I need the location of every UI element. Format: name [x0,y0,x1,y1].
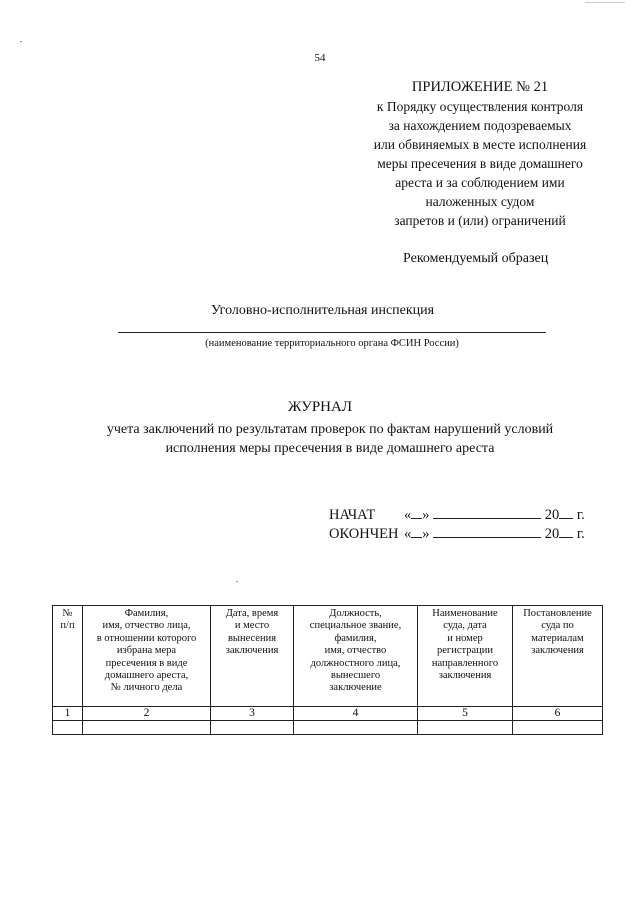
journal-subtitle-line: учета заключений по результатам проверок по фактам нарушений условий [106,422,554,437]
inspection-name: Уголовно-исполнительная инспекция [211,303,435,318]
year-prefix: 20 [544,526,560,542]
journal-table [52,605,603,735]
header-date-place: Дата, время и место вынесения заключения [211,606,294,707]
quote-close: » [422,526,430,542]
table-cell[interactable] [53,721,83,735]
column-number: 2 [83,707,211,721]
year-prefix: 20 [544,507,560,523]
finished-row [329,525,585,544]
quote-open: « [404,507,412,523]
recommended-sample-label: Рекомендуемый образец [403,251,549,266]
journal-subtitle-line: исполнения меры пресечения в виде домашнего ареста [165,441,495,456]
journal-dates [329,506,585,544]
appendix-line: или обвиняемых в месте исполнения [373,137,587,152]
header-person: Фамилия, имя, отчество лица, в отношении которого избрана мера пресечения в виде домашнего ареста, № личного дела [83,606,211,707]
column-number: 5 [418,707,513,721]
header-row-number: № п/п [53,606,83,707]
day-blank [411,506,422,519]
appendix-block [330,78,630,230]
appendix-line: меры пресечения в виде домашнего [377,156,583,171]
table-cell[interactable] [83,721,211,735]
year-blank [559,506,573,519]
finished-label: ОКОНЧЕН [329,526,399,542]
page-number: 54 [314,52,326,64]
appendix-title: ПРИЛОЖЕНИЕ № 21 [411,79,549,95]
appendix-line: к Порядку осуществления контроля [376,99,584,114]
scan-speck [585,2,625,3]
inspection-underline [118,332,546,333]
quote-close: » [422,507,430,523]
inspection-caption: (наименование территориального органа ФСИН России) [205,338,459,349]
started-row [329,506,585,525]
month-blank [433,506,541,519]
table-header-row [53,606,603,707]
scan-speck [236,581,238,582]
quote-open: « [404,526,412,542]
appendix-line: ареста и за соблюдением ими [395,175,565,190]
table-row [53,721,603,735]
appendix-line: за нахождением подозреваемых [388,118,572,133]
month-blank [433,525,541,538]
header-official: Должность, специальное звание, фамилия, имя, отчество должностного лица, вынесшего заключение [294,606,418,707]
column-number: 4 [294,707,418,721]
table-cell[interactable] [513,721,603,735]
appendix-line: запретов и (или) ограничений [394,213,566,228]
table-cell[interactable] [418,721,513,735]
started-label: НАЧАТ [329,507,376,523]
year-blank [559,525,573,538]
table-cell[interactable] [211,721,294,735]
appendix-line: наложенных судом [425,194,535,209]
column-number-row [53,707,603,721]
scan-speck [20,41,22,42]
year-suffix: г. [576,526,585,542]
day-blank [411,525,422,538]
header-court-ruling: Постановление суда по материалам заключения [513,606,603,707]
column-number: 3 [211,707,294,721]
column-number: 6 [513,707,603,721]
journal-subtitle [60,420,600,458]
column-number: 1 [53,707,83,721]
header-court: Наименование суда, дата и номер регистрации направленного заключения [418,606,513,707]
year-suffix: г. [576,507,585,523]
table-cell[interactable] [294,721,418,735]
journal-title: ЖУРНАЛ [287,399,353,415]
